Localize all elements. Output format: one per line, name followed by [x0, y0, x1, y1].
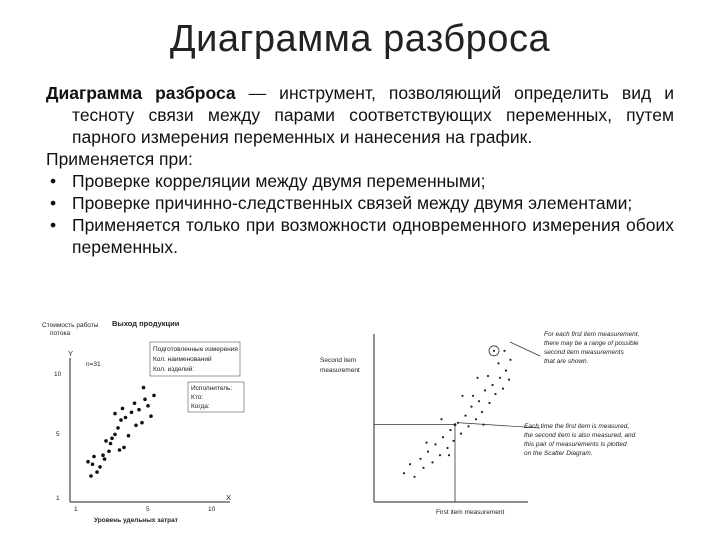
- scatter-point: [427, 451, 429, 453]
- scatter-point: [130, 411, 134, 415]
- scatter-point: [140, 421, 144, 425]
- body-text: [46, 82, 674, 258]
- scatter-point: [419, 458, 421, 460]
- scatter-point: [113, 412, 117, 416]
- scatter-point: [92, 455, 96, 459]
- scatter-point: [118, 448, 122, 452]
- scatter-point: [439, 454, 441, 456]
- definition-term: Диаграмма разброса: [46, 83, 236, 103]
- scatter-point: [442, 436, 444, 438]
- scatter-point: [481, 411, 483, 413]
- left-y-tick: 5: [56, 431, 60, 438]
- scatter-point: [452, 440, 454, 442]
- scatter-point: [124, 416, 128, 420]
- right-note-bottom-line: this pair of measurements is plotted: [524, 441, 627, 448]
- scatter-point: [103, 457, 107, 461]
- scatter-point: [484, 389, 486, 391]
- scatter-point: [431, 461, 433, 463]
- left-box2-line: Кто:: [191, 394, 204, 401]
- scatter-point: [494, 393, 496, 395]
- scatter-point: [403, 472, 405, 474]
- right-note-top-line: there may be a range of possible: [544, 340, 639, 347]
- scatter-point: [446, 447, 448, 449]
- left-x-axis-letter: X: [226, 493, 232, 502]
- scatter-point: [461, 395, 463, 397]
- scatter-point: [425, 442, 427, 444]
- bullet-item: [46, 170, 674, 192]
- left-y-axis-letter: Y: [68, 349, 74, 358]
- left-n-label: n=31: [86, 361, 101, 368]
- right-note-top-line: second item measurements: [544, 349, 624, 356]
- scatter-point: [460, 433, 462, 435]
- scatter-point: [133, 401, 137, 405]
- scatter-point: [434, 443, 436, 445]
- scatter-point: [101, 453, 105, 457]
- bullet-dot-icon: •: [50, 171, 57, 191]
- bullet-text: Проверке причинно-следственных связей между двумя элементами;: [72, 193, 633, 213]
- scatter-point: [143, 398, 147, 402]
- scatter-point: [122, 446, 126, 450]
- left-box1-line: Кол. наименований: [153, 356, 212, 363]
- left-ylabel-line1: Стоимость работы: [42, 322, 99, 329]
- left-scatter-figure: [40, 318, 250, 528]
- left-y-tick: 10: [54, 371, 62, 378]
- scatter-point: [502, 388, 504, 390]
- bullet-text: Проверке корреляции между двумя переменными;: [72, 171, 486, 191]
- right-ylabel-line2: measurement: [320, 367, 360, 374]
- left-x-tick: 10: [208, 506, 216, 513]
- right-note-bottom-line: Each time the first item is measured,: [524, 423, 630, 430]
- scatter-point: [440, 418, 442, 420]
- scatter-point: [449, 429, 451, 431]
- scatter-point: [113, 433, 117, 437]
- scatter-point: [127, 434, 131, 438]
- scatter-point: [508, 379, 510, 381]
- scatter-point: [409, 463, 411, 465]
- right-scatter-figure: [318, 326, 702, 520]
- scatter-point: [448, 454, 450, 456]
- scatter-point: [467, 425, 469, 427]
- left-figure-title: Выход продукции: [112, 319, 180, 328]
- right-ylabel-line1: Second item: [320, 357, 357, 364]
- scatter-point: [110, 437, 114, 441]
- scatter-point: [464, 415, 466, 417]
- left-y-tick: 1: [56, 495, 60, 502]
- scatter-point: [476, 377, 478, 379]
- scatter-point: [472, 395, 474, 397]
- scatter-point: [422, 467, 424, 469]
- scatter-point: [119, 418, 123, 422]
- scatter-point: [146, 404, 150, 408]
- right-xlabel: First item measurement: [436, 509, 505, 516]
- applies-heading: Применяется при:: [46, 149, 193, 169]
- scatter-point: [89, 474, 93, 478]
- left-box1-line: Подготовленные измерения: [153, 346, 238, 353]
- bullet-dot-icon: •: [50, 193, 57, 213]
- scatter-point: [116, 426, 120, 430]
- scatter-point: [134, 424, 138, 428]
- scatter-point: [499, 377, 501, 379]
- scatter-point: [109, 442, 113, 446]
- scatter-point: [491, 384, 493, 386]
- scatter-point: [454, 423, 457, 426]
- bullet-list: [46, 170, 674, 258]
- scatter-point: [478, 400, 480, 402]
- scatter-point: [121, 407, 125, 411]
- scatter-point: [487, 375, 489, 377]
- scatter-point: [413, 476, 415, 478]
- left-points-group: [86, 386, 156, 478]
- left-ylabel-line2: потока: [50, 330, 71, 337]
- scatter-point: [149, 414, 153, 418]
- left-box1-line: Кол. изделий:: [153, 366, 195, 373]
- scatter-point: [152, 394, 156, 398]
- left-x-tick: 5: [146, 506, 150, 513]
- left-x-tick: 1: [74, 506, 78, 513]
- scatter-point: [98, 465, 102, 469]
- scatter-point: [509, 359, 511, 361]
- scatter-point: [503, 350, 505, 352]
- right-callout-line-top: [510, 342, 540, 356]
- right-note-bottom-line: on the Scatter Diagram.: [524, 450, 593, 457]
- left-scatter-svg: [40, 318, 250, 528]
- left-box2-line: Когда:: [191, 403, 210, 410]
- right-note-top-line: For each first item measurement,: [544, 331, 640, 338]
- right-points-group: [403, 350, 512, 478]
- definition-text: — инструмент, позволяющий определить вид и тесноту связи между парами соответствующих переменных, путем парного измерения переменных и нанесения на график.: [72, 83, 674, 147]
- scatter-point: [505, 370, 507, 372]
- scatter-point: [107, 450, 111, 454]
- bullet-text: Применяется только при возможности одновременного измерения обоих переменных.: [72, 215, 674, 257]
- scatter-point: [95, 470, 99, 474]
- slide-title: Диаграмма разброса: [169, 18, 551, 60]
- scatter-point: [493, 350, 495, 352]
- scatter-point: [91, 463, 95, 467]
- bullet-item: [46, 214, 674, 258]
- scatter-point: [104, 439, 108, 443]
- right-note-top-line: that are shown.: [544, 358, 589, 365]
- scatter-point: [475, 418, 477, 420]
- scatter-point: [497, 362, 499, 364]
- left-box2-line: Исполнитель:: [191, 385, 233, 392]
- scatter-point: [137, 408, 141, 412]
- scatter-point: [470, 406, 472, 408]
- scatter-point: [142, 386, 146, 390]
- scatter-point: [488, 402, 490, 404]
- left-xlabel: Уровень удельных затрат: [94, 517, 178, 524]
- right-scatter-svg: [318, 326, 702, 520]
- right-note-bottom-line: the second item is also measured, and: [524, 432, 636, 439]
- definition-paragraph: [46, 82, 674, 148]
- scatter-point: [86, 460, 90, 464]
- bullet-item: [46, 192, 674, 214]
- bullet-dot-icon: •: [50, 215, 57, 235]
